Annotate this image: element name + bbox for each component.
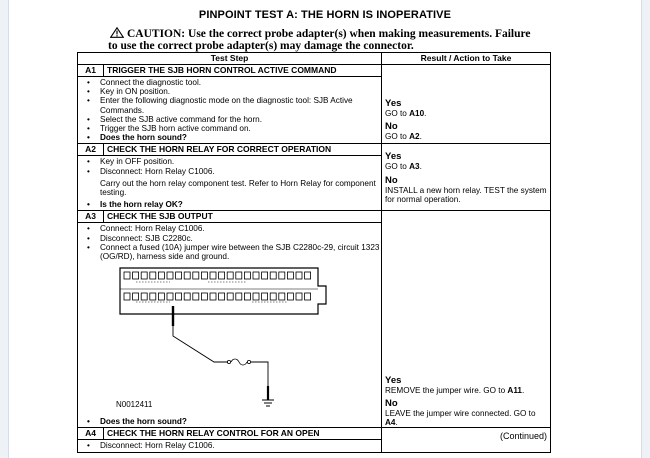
connector-pin	[201, 272, 207, 279]
result-action: LEAVE the jumper wire connected. GO to	[385, 409, 536, 419]
result-target-link[interactable]: A3	[409, 162, 420, 172]
connector-pin	[193, 272, 199, 279]
connector-pin	[227, 293, 233, 300]
step-id-a3: A3	[78, 211, 104, 223]
connector-pin	[219, 293, 225, 300]
step-body-a2	[78, 156, 382, 211]
pinpoint-test-table	[77, 52, 551, 453]
result-target-link[interactable]: A4	[385, 418, 396, 428]
connector-pin	[253, 272, 259, 279]
result-suffix: .	[395, 418, 398, 428]
result-answer: No	[385, 398, 398, 410]
connector-pin	[210, 293, 216, 300]
connector-pin	[287, 272, 293, 279]
step-question: • Does the horn sound?	[86, 417, 381, 426]
connector-pin	[244, 293, 250, 300]
step-question: • Is the horn relay OK?	[86, 200, 381, 209]
step-body-a3	[78, 223, 382, 428]
result-action: GO to	[385, 109, 410, 119]
connector-pin	[296, 293, 302, 300]
connector-pin	[287, 293, 293, 300]
result-action: REMOVE the jumper wire. GO to	[385, 385, 508, 395]
connector-pin	[167, 272, 173, 279]
connector-pin	[150, 272, 156, 279]
step-item: • Enter the following diagnostic mode on the diagnostic tool: SJB Active Commands.	[86, 96, 381, 114]
step-title-a1: TRIGGER THE SJB HORN CONTROL ACTIVE COMMAND	[104, 65, 382, 77]
connector-pin	[158, 293, 164, 300]
connector-pin	[253, 293, 259, 300]
header-result-action: Result / Action to Take	[382, 53, 551, 65]
connector-pin	[305, 272, 311, 279]
result-answer: No	[385, 121, 398, 133]
result-target-link[interactable]: A11	[507, 385, 522, 395]
step-id-a4: A4	[78, 428, 104, 440]
step-id-a1: A1	[78, 65, 104, 77]
window-frame-left	[0, 0, 9, 458]
step-item: • Key in ON position.	[86, 87, 381, 96]
caution-line-2: to use the correct probe adapter(s) may damage the connector.	[108, 40, 414, 52]
step-paragraph: Carry out the horn relay component test. Refer to Horn Relay for component testing.	[100, 178, 376, 198]
continued-label: (Continued)	[500, 431, 548, 441]
step-item: • Select the SJB active command for the horn.	[86, 115, 381, 124]
result-answer: Yes	[385, 151, 402, 163]
connector-pin	[210, 272, 216, 279]
step-question: • Does the horn sound?	[86, 133, 381, 142]
page-title: PINPOINT TEST A: THE HORN IS INOPERATIVE	[198, 9, 452, 21]
connector-pin	[270, 293, 276, 300]
connector-pin	[236, 272, 242, 279]
step-item: • Key in OFF position.	[86, 157, 381, 166]
step-body-a1	[78, 77, 382, 144]
connector-pin	[279, 293, 285, 300]
result-suffix: .	[419, 132, 422, 142]
connector-pin	[124, 293, 130, 300]
connector-pin	[227, 272, 233, 279]
connector-pin	[133, 272, 139, 279]
connector-pin	[124, 272, 130, 279]
connector-pin	[158, 272, 164, 279]
connector-pin	[244, 272, 250, 279]
connector-pin	[219, 272, 225, 279]
connector-pin	[167, 293, 173, 300]
connector-pin	[133, 293, 139, 300]
header-test-step: Test Step	[78, 53, 382, 65]
step-body-a4	[78, 440, 382, 452]
step-title-a3: CHECK THE SJB OUTPUT	[104, 211, 382, 223]
connector-pin	[184, 272, 190, 279]
result-cell-a2	[382, 144, 551, 211]
caution-note	[108, 27, 568, 52]
result-answer: Yes	[385, 98, 402, 110]
connector-diagram	[78, 262, 381, 417]
connector-pin	[201, 293, 207, 300]
step-title-a4: CHECK THE HORN RELAY CONTROL FOR AN OPEN	[104, 428, 382, 440]
connector-pin	[141, 272, 147, 279]
step-item: • Disconnect: SJB C2280c.	[86, 234, 381, 243]
connector-pin	[262, 293, 268, 300]
connector-pin	[236, 293, 242, 300]
result-action: GO to	[385, 132, 410, 142]
caution-line-1: CAUTION: Use the correct probe adapter(s) when making measurements. Failure	[127, 28, 531, 40]
step-item: • Connect a fused (10A) jumper wire between the SJB C2280c-29, circuit 1323 (OG/RD), harness side and ground.	[86, 243, 381, 261]
result-answer: No	[385, 174, 398, 186]
result-answer: Yes	[385, 374, 402, 386]
result-target-link[interactable]: A10	[409, 109, 425, 119]
step-item: • Trigger the SJB horn active command on.	[86, 124, 381, 133]
result-suffix: .	[522, 385, 525, 395]
connector-pin	[296, 272, 302, 279]
step-id-a2: A2	[78, 144, 104, 156]
step-title-a2: CHECK THE HORN RELAY FOR CORRECT OPERATION	[104, 144, 382, 156]
step-item: • Disconnect: Horn Relay C1006.	[86, 167, 381, 176]
result-cell-a1	[382, 65, 551, 144]
warning-triangle-icon	[110, 27, 124, 38]
connector-pin	[176, 293, 182, 300]
connector-pin	[176, 272, 182, 279]
step-item: • Disconnect: Horn Relay C1006.	[86, 441, 381, 450]
connector-pin	[305, 293, 311, 300]
sjb-connector-jumper-figure	[78, 262, 356, 417]
connector-pin	[270, 272, 276, 279]
result-target-link[interactable]: A2	[409, 132, 420, 142]
step-item: • Connect: Horn Relay C1006.	[86, 224, 381, 233]
result-action: GO to	[385, 162, 410, 172]
result-action: INSTALL a new horn relay. TEST the system for normal operation.	[385, 185, 547, 204]
step-item: • Connect the diagnostic tool.	[86, 78, 381, 87]
result-suffix: .	[419, 162, 422, 172]
connector-pin	[193, 293, 199, 300]
result-cell-a3	[382, 211, 551, 428]
connector-pin	[141, 293, 147, 300]
connector-pin	[262, 272, 268, 279]
window-frame-right	[641, 0, 650, 458]
connector-pin	[150, 293, 156, 300]
connector-pin	[279, 272, 285, 279]
figure-code: N0012411	[116, 400, 153, 410]
result-suffix: .	[424, 109, 427, 119]
connector-pin	[184, 293, 190, 300]
